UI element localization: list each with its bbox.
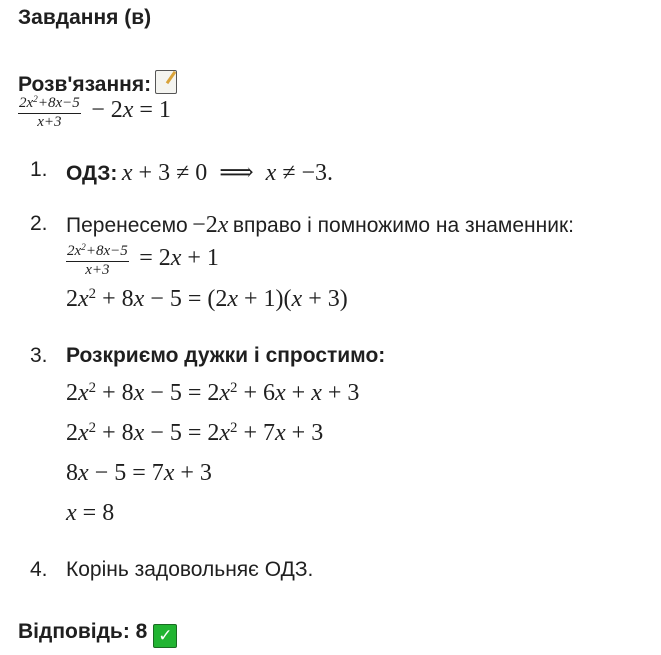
main-equation: $\frac{2x^2+8x-5}{x+3}$ − 2x = 1 [19, 94, 171, 130]
step-1 [30, 158, 334, 186]
step-2-fraction-line: $\frac{2x^2+8x-5}{x+3}$ = 2x + 1 [67, 242, 219, 278]
step-3-line-3: 8x − 5 = 7x + 3 [66, 460, 212, 486]
step-number: 2. [30, 212, 48, 235]
step-2: 2. Перенесемо −2x вправо і помножимо на знаменник: [30, 212, 574, 238]
step-2-text-after: вправо і помножимо на знаменник: [232, 214, 574, 237]
solution-label: Розв'язання: [18, 73, 152, 96]
step-1-label: ОДЗ: [66, 162, 118, 185]
step-2-text: Перенесемо [66, 214, 188, 237]
step-4 [30, 558, 314, 582]
answer [18, 620, 177, 648]
step-1-math: x + 3 ≠ 0 ⟹ x ≠ −3. [121, 160, 334, 186]
step-3-line-4: x = 8 [66, 500, 115, 526]
memo-icon [155, 70, 177, 94]
check-mark-icon: ✓ [153, 624, 177, 648]
step-2-line-2: $2x^2 + 8x - 5 = (2x + 1)(x + 3)$ [66, 285, 348, 312]
step-3-label: Розкриємо дужки і спростимо: [66, 344, 386, 367]
step-number: 4. [30, 558, 48, 581]
step-4-text: Корінь задовольняє ОДЗ. [66, 558, 314, 581]
step-number: 3. [30, 344, 48, 367]
task-title: Завдання (в) [18, 6, 152, 29]
answer-label: Відповідь: 8 [18, 620, 148, 643]
step-3-line-1: $2x^2 + 8x - 5 = 2x^2 + 6x + x + 3$ [66, 379, 360, 406]
solution-heading [18, 70, 177, 97]
step-3 [30, 344, 386, 368]
step-number: 1. [30, 158, 48, 181]
step-3-line-2: $2x^2 + 8x - 5 = 2x^2 + 7x + 3$ [66, 419, 324, 446]
